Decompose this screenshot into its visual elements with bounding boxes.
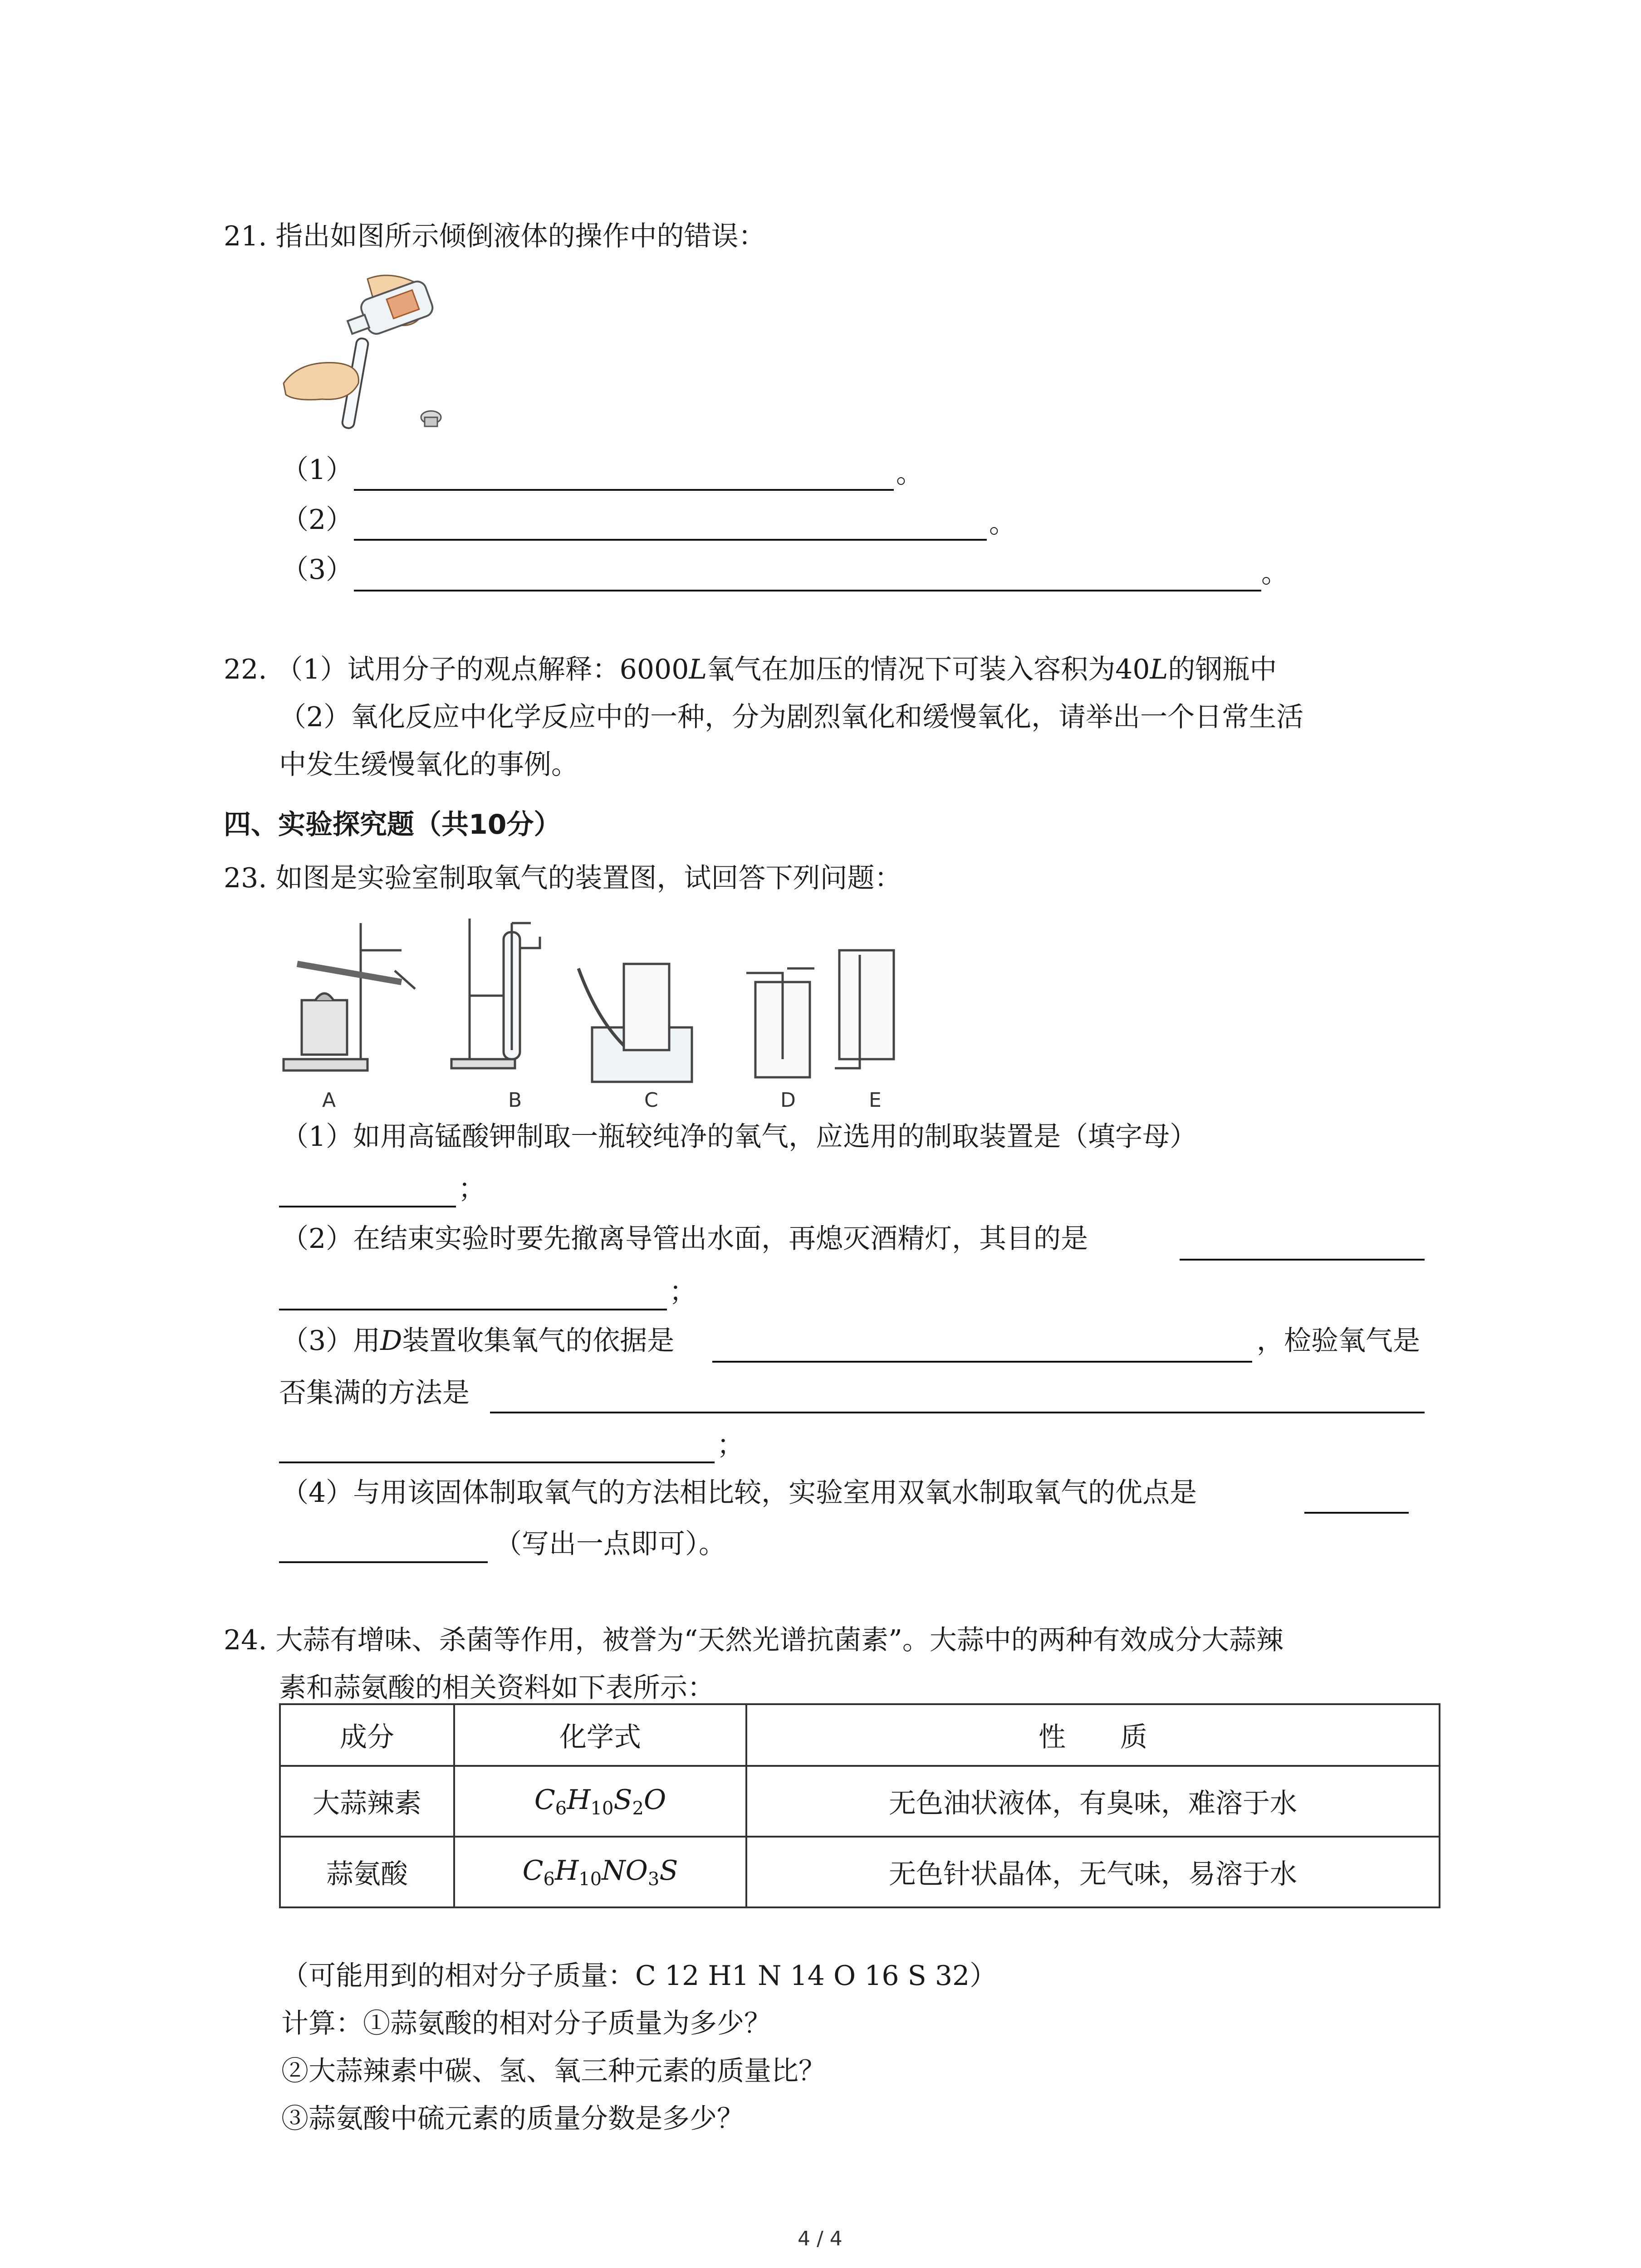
q23-blank-3a[interactable] [712,1361,1252,1363]
table-row [280,1766,1440,1837]
oxygen-apparatus-figure [279,905,912,1114]
table-cell-name: 蒜氨酸 [280,1837,454,1907]
table-cell-formula: $C_6H_{10}S_2O$ [454,1766,746,1837]
pouring-liquid-figure [281,265,490,442]
device-d: D [380,1325,402,1357]
table-cell-name: 大蒜辣素 [280,1766,454,1837]
q22-part1-a: （1）试用分子的观点解释：6000 [275,654,689,685]
table-cell-property: 无色针状晶体，无气味，易溶于水 [746,1837,1440,1907]
q23-sub3-end: ； [717,1429,744,1461]
apparatus-label-a: A [322,1089,336,1112]
q23-sub2-end: ； [669,1276,696,1308]
q23-sub3-line1 [281,1325,674,1357]
q21-item-2: （2） [281,504,353,536]
table-header: 性 质 [746,1704,1440,1766]
calc-question-2: ②大蒜辣素中碳、氢、氧三种元素的质量比？ [281,2055,826,2087]
q22-line-1 [224,653,1277,686]
q24-line-1: 24. 大蒜有增味、杀菌等作用，被誉为“天然光谱抗菌素”。大蒜中的两种有效成分大蒜辣 [224,1624,1283,1656]
q23-blank-4b[interactable] [279,1561,488,1563]
q22-number: 22. [224,654,267,685]
q21-stem: 21. 指出如图所示倾倒液体的操作中的错误： [224,220,766,252]
q23-blank-2a[interactable] [1180,1259,1425,1261]
apparatus-e [835,950,894,1068]
q23-sub3-line2: 否集满的方法是 [279,1377,470,1409]
q21-blank-2[interactable] [354,539,987,541]
q21-end-1: 。 [896,458,923,489]
q22-part1-b: 氧气在加压的情况下可装入容积为40 [707,654,1150,685]
q21-blank-3[interactable] [354,590,1261,591]
q21-item-3: （3） [281,554,353,586]
q23-blank-1[interactable] [279,1206,456,1207]
liter-unit: L [1150,654,1168,685]
q23-sub1: （1）如用高锰酸钾制取一瓶较纯净的氧气，应选用的制取装置是（填字母） [281,1121,1197,1153]
apparatus-a [284,923,415,1070]
calc-question-3: ③蒜氨酸中硫元素的质量分数是多少？ [281,2103,744,2135]
table-header: 成分 [280,1704,454,1766]
properties-table [279,1703,1440,1908]
apparatus-label-e: E [869,1089,882,1112]
q23-sub4-end: （写出一点即可）。 [495,1528,726,1560]
table-header: 化学式 [454,1704,746,1766]
apparatus-label-c: C [644,1089,658,1112]
relative-masses: （可能用到的相对分子质量：C 12 H1 N 14 O 16 S 32） [281,1960,997,1992]
q23-sub3-b: 装置收集氧气的依据是 [402,1325,675,1357]
q23-stem: 23. 如图是实验室制取氧气的装置图，试回答下列问题： [224,862,902,894]
table-cell-property: 无色油状液体，有臭味，难溶于水 [746,1766,1440,1837]
table-row [280,1837,1440,1907]
q23-sub4: （4）与用该固体制取氧气的方法相比较，实验室用双氧水制取氧气的优点是 [281,1477,1197,1509]
q23-blank-2b[interactable] [279,1309,667,1310]
q21-blank-1[interactable] [354,489,894,491]
q21-end-2: 。 [989,508,1016,539]
q24-line-2: 素和蒜氨酸的相关资料如下表所示： [279,1672,715,1704]
q21-item-1: （1） [281,454,353,486]
apparatus-label-b: B [508,1089,522,1112]
section-title: 四、实验探究题（共10分） [224,809,561,841]
page-number: 4 / 4 [798,2227,843,2250]
apparatus-b [451,919,540,1068]
table-header-row [280,1704,1440,1766]
q23-sub3-c: ，检验氧气是 [1257,1325,1420,1357]
q22-part2-line1: （2）氧化反应中化学反应中的一种，分为剧烈氧化和缓慢氧化，请举出一个日常生活 [279,701,1304,733]
calc-question-1: 计算：①蒜氨酸的相对分子质量为多少？ [281,2008,771,2039]
q23-blank-3b[interactable] [490,1412,1425,1413]
q22-part1-c: 的钢瓶中 [1168,654,1277,685]
q22-part2-line2: 中发生缓慢氧化的事例。 [279,749,578,781]
q21-end-3: 。 [1261,557,1288,589]
apparatus-label-d: D [780,1089,796,1112]
q23-blank-4a[interactable] [1304,1512,1409,1514]
apparatus-c [578,964,692,1082]
q23-sub3-a: （3）用 [281,1325,381,1357]
q23-blank-3c[interactable] [279,1461,715,1463]
apparatus-d [746,968,814,1077]
q23-sub2: （2）在结束实验时要先撤离导管出水面，再熄灭酒精灯，其目的是 [281,1223,1088,1255]
table-cell-formula: $C_6H_{10}NO_3S$ [454,1837,746,1907]
q23-sub1-end: ； [458,1173,485,1205]
liter-unit: L [689,654,707,685]
